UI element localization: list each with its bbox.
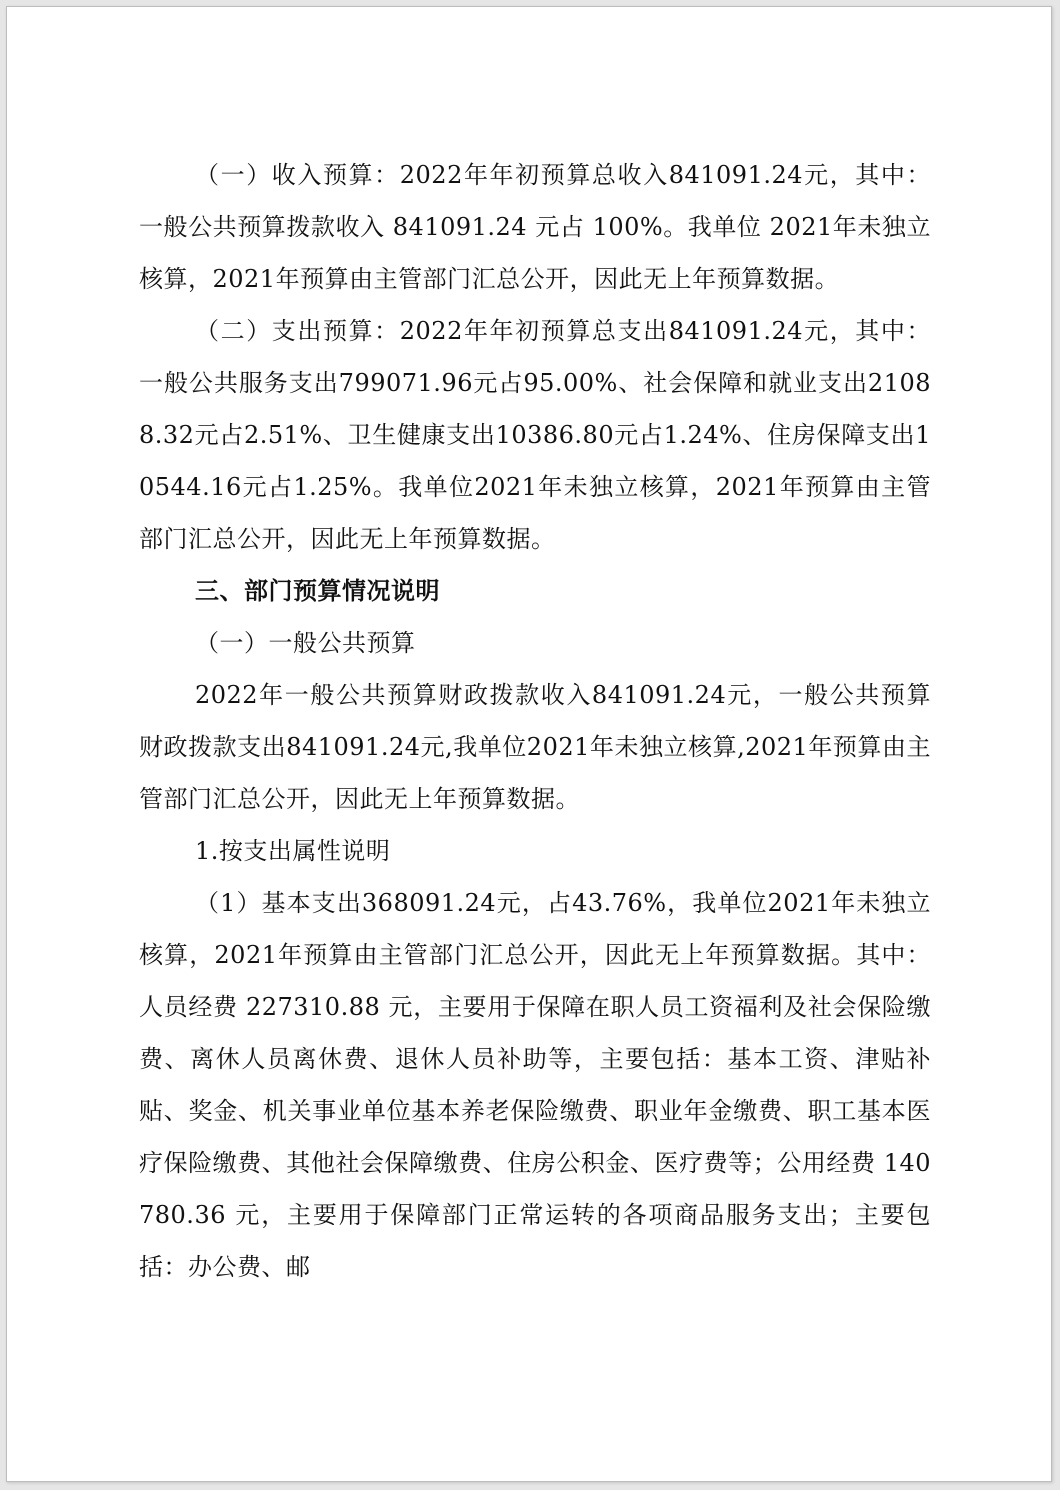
basic-expenditure-paragraph: （1）基本支出368091.24元，占43.76%，我单位2021年未独立核算，2021年预算由主管部门汇总公开，因此无上年预算数据。其中：人员经费 227310.88 元，主要用于保障在职人员工资福利及社会保险缴费、离休人员离休费、退休人员补助等，主要包括：基本工资、津贴补贴、奖金、机关事业单位基本养老保险缴费、职业年金缴费、职工基本医疗保险缴费、其他社会保障缴费、住房公积金、医疗费等；公用经费 140780.36 元，主要用于保障部门正常运转的各项商品服务支出；主要包括：办公费、邮 xyxy=(139,889,931,1281)
section-heading: 三、部门预算情况说明 xyxy=(195,577,440,605)
subsection-heading: （一）一般公共预算 xyxy=(195,629,416,657)
general-budget-paragraph: 2022年一般公共预算财政拨款收入841091.24元，一般公共预算财政拨款支出841091.24元,我单位2021年未独立核算,2021年预算由主管部门汇总公开，因此无上年预算数据。 xyxy=(139,681,931,813)
expenditure-attribute-heading: 1.按支出属性说明 xyxy=(195,837,391,865)
income-budget-paragraph: （一）收入预算：2022年年初预算总收入841091.24元，其中：一般公共预算拨款收入 841091.24 元占 100%。我单位 2021年未独立核算，2021年预算由主管部门汇总公开，因此无上年预算数据。 xyxy=(139,161,931,293)
expenditure-budget-paragraph: （二）支出预算：2022年年初预算总支出841091.24元，其中：一般公共服务支出799071.96元占95.00%、社会保障和就业支出21088.32元占2.51%、卫生健康支出10386.80元占1.24%、住房保障支出10544.16元占1.25%。我单位2021年未独立核算，2021年预算由主管部门汇总公开，因此无上年预算数据。 xyxy=(139,317,931,553)
document-body xyxy=(139,149,931,1293)
document-page xyxy=(6,6,1052,1482)
